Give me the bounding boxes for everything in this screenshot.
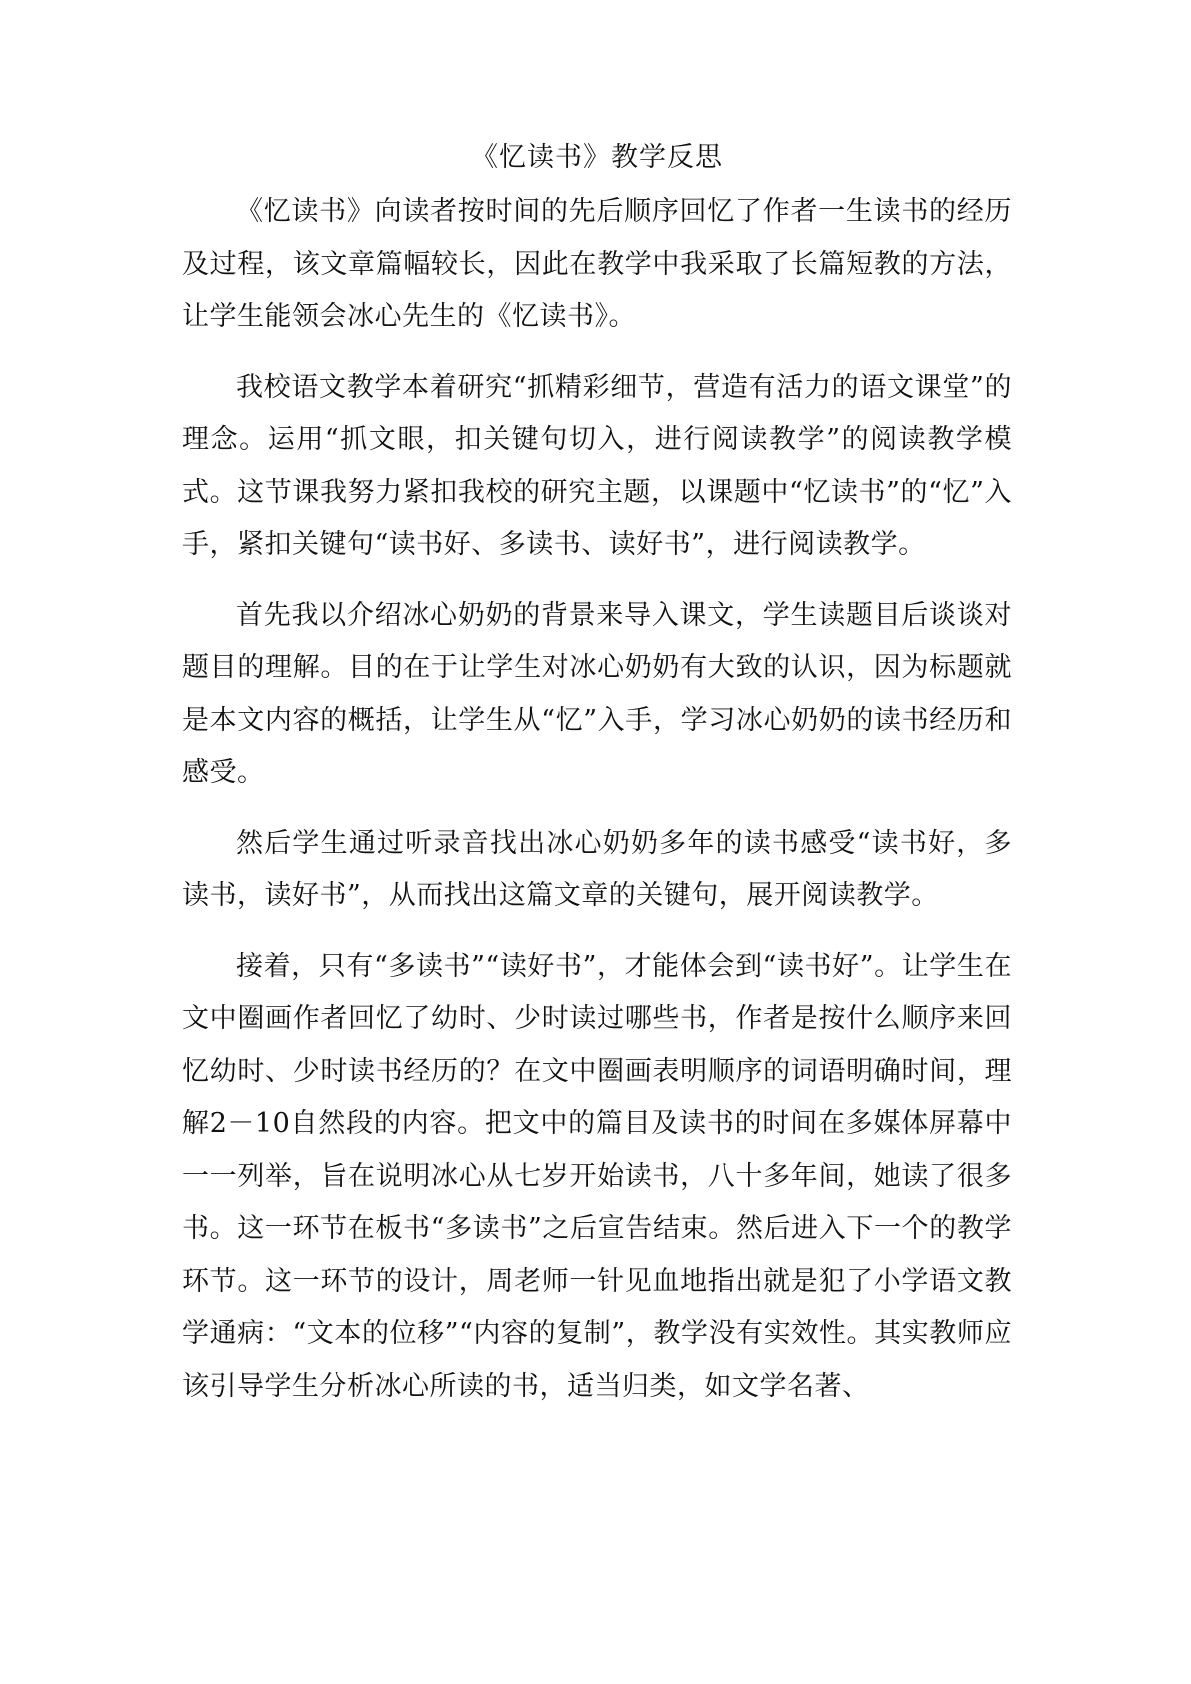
paragraph-5: 接着，只有“多读书”“读好书”，才能体会到“读书好”。让学生在文中圈画作者回忆了幼时、少时读过哪些书，作者是按什么顺序来回忆幼时、少时读书经历的？在文中圈画表明顺序的词语明确时间，理解2－10自然段的内容。把文中的篇目及读书的时间在多媒体屏幕中一一列举，旨在说明冰心从七岁开始读书，八十多年间，她读了很多书。这一环节在板书“多读书”之后宣告结束。然后进入下一个的教学环节。这一环节的设计，周老师一针见血地指出就是犯了小学语文教学通病：“文本的位移”“内容的复制”，教学没有实效性。其实教师应该引导学生分析冰心所读的书，适当归类，如文学名著、 [182,950,1012,1402]
paragraph-1: 《忆读书》向读者按时间的先后顺序回忆了作者一生读书的经历及过程，该文章篇幅较长，因此在教学中我采取了长篇短教的方法，让学生能领会冰心先生的《忆读书》。 [182,196,1012,332]
paragraph-2: 我校语文教学本着研究“抓精彩细节，营造有活力的语文课堂”的理念。运用“抓文眼，扣关键句切入，进行阅读教学”的阅读教学模式。这节课我努力紧扣我校的研究主题，以课题中“忆读书”的“忆”入手，紧扣关键句“读书好、多读书、读好书”，进行阅读教学。 [182,371,1012,560]
document-title: 《忆读书》教学反思 [471,142,723,173]
paragraph-3: 首先我以介绍冰心奶奶的背景来导入课文，学生读题目后谈谈对题目的理解。目的在于让学生对冰心奶奶有大致的认识，因为标题就是本文内容的概括，让学生从“忆”入手，学习冰心奶奶的读书经历和感受。 [182,599,1012,788]
paragraph-4: 然后学生通过听录音找出冰心奶奶多年的读书感受“读书好，多读书，读好书”，从而找出这篇文章的关键句，展开阅读教学。 [182,827,1012,911]
document-body [182,136,1012,1431]
